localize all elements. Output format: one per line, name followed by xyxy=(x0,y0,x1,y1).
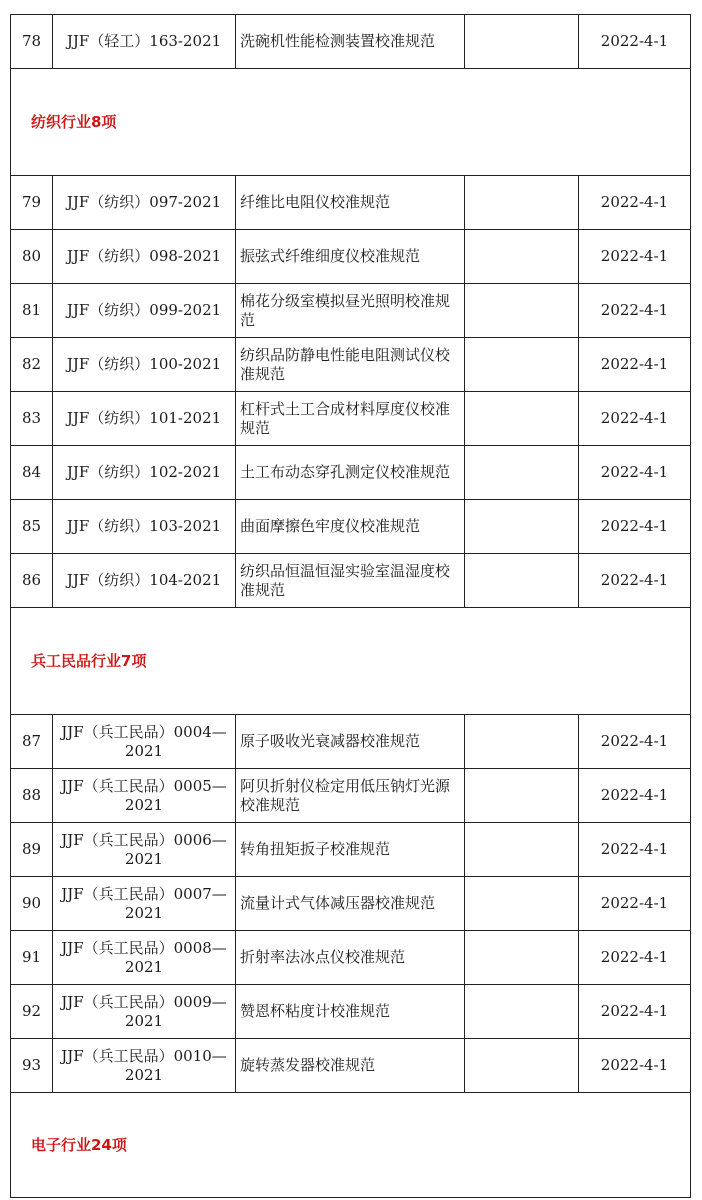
effective-date: 2022-4-1 xyxy=(579,392,691,446)
standard-name: 曲面摩擦色牢度仪校准规范 xyxy=(236,500,465,554)
table-row xyxy=(11,1039,691,1093)
standard-code xyxy=(53,284,236,338)
table-row xyxy=(11,931,691,985)
standard-code-line: JJF（兵工民品）0006— xyxy=(61,830,227,849)
standard-name: 振弦式纤维细度仪校准规范 xyxy=(236,230,465,284)
section-title: 兵工民品行业7项 xyxy=(11,608,691,715)
standard-code-line: JJF（纺织）098-2021 xyxy=(66,247,222,265)
standard-code xyxy=(53,176,236,230)
empty-cell xyxy=(465,230,579,284)
table-row xyxy=(11,554,691,608)
effective-date: 2022-4-1 xyxy=(579,176,691,230)
standard-code-line: 2021 xyxy=(124,849,164,868)
table-row xyxy=(11,823,691,877)
empty-cell xyxy=(465,338,579,392)
row-number: 83 xyxy=(11,392,53,446)
standard-code xyxy=(53,769,236,823)
standard-code-line: JJF（纺织）101-2021 xyxy=(66,409,222,427)
standard-code xyxy=(53,554,236,608)
empty-cell xyxy=(465,15,579,69)
standard-name: 赞恩杯粘度计校准规范 xyxy=(236,985,465,1039)
row-number: 78 xyxy=(11,15,53,69)
standard-code-line: JJF（纺织）099-2021 xyxy=(66,301,222,319)
standard-name: 原子吸收光衰减器校准规范 xyxy=(236,715,465,769)
row-number: 92 xyxy=(11,985,53,1039)
effective-date: 2022-4-1 xyxy=(579,338,691,392)
table-row xyxy=(11,15,691,69)
standard-code-line: 2021 xyxy=(124,903,164,922)
empty-cell xyxy=(465,1039,579,1093)
section-title: 电子行业24项 xyxy=(11,1093,691,1198)
empty-cell xyxy=(465,823,579,877)
standard-code xyxy=(53,392,236,446)
standard-name: 转角扭矩扳子校准规范 xyxy=(236,823,465,877)
standard-code-line: 2021 xyxy=(124,1011,164,1030)
empty-cell xyxy=(465,500,579,554)
table-row xyxy=(11,392,691,446)
standard-name: 折射率法冰点仪校准规范 xyxy=(236,931,465,985)
effective-date: 2022-4-1 xyxy=(579,15,691,69)
standard-code-line: JJF（轻工）163-2021 xyxy=(66,32,222,50)
row-number: 87 xyxy=(11,715,53,769)
standard-name: 纺织品防静电性能电阻测试仪校准规范 xyxy=(236,338,465,392)
table-row xyxy=(11,715,691,769)
standard-code xyxy=(53,1039,236,1093)
standard-name: 洗碗机性能检测装置校准规范 xyxy=(236,15,465,69)
standard-code-line: JJF（兵工民品）0008— xyxy=(61,938,227,957)
standard-code xyxy=(53,500,236,554)
standard-name: 纺织品恒温恒湿实验室温湿度校准规范 xyxy=(236,554,465,608)
table-row xyxy=(11,985,691,1039)
standard-code-line: JJF（纺织）097-2021 xyxy=(66,193,222,211)
table-row xyxy=(11,284,691,338)
standard-code-line: JJF（兵工民品）0007— xyxy=(61,884,227,903)
empty-cell xyxy=(465,392,579,446)
empty-cell xyxy=(465,554,579,608)
row-number: 79 xyxy=(11,176,53,230)
row-number: 89 xyxy=(11,823,53,877)
effective-date: 2022-4-1 xyxy=(579,446,691,500)
row-number: 81 xyxy=(11,284,53,338)
effective-date: 2022-4-1 xyxy=(579,284,691,338)
empty-cell xyxy=(465,985,579,1039)
section-header-row xyxy=(11,1093,691,1198)
standard-code-line: 2021 xyxy=(124,1065,164,1084)
row-number: 88 xyxy=(11,769,53,823)
standards-table xyxy=(10,14,691,1198)
standard-code-line: 2021 xyxy=(124,957,164,976)
effective-date: 2022-4-1 xyxy=(579,769,691,823)
section-title: 纺织行业8项 xyxy=(11,69,691,176)
standard-name: 阿贝折射仪检定用低压钠灯光源校准规范 xyxy=(236,769,465,823)
standard-code xyxy=(53,338,236,392)
standard-code xyxy=(53,931,236,985)
standard-name: 棉花分级室模拟昼光照明校准规范 xyxy=(236,284,465,338)
standard-name: 旋转蒸发器校准规范 xyxy=(236,1039,465,1093)
standard-name: 流量计式气体减压器校准规范 xyxy=(236,877,465,931)
row-number: 86 xyxy=(11,554,53,608)
empty-cell xyxy=(465,931,579,985)
table-row xyxy=(11,176,691,230)
standard-code-line: JJF（纺织）100-2021 xyxy=(66,355,222,373)
empty-cell xyxy=(465,446,579,500)
effective-date: 2022-4-1 xyxy=(579,230,691,284)
standard-code-line: JJF（纺织）102-2021 xyxy=(66,463,222,481)
standard-code-line: 2021 xyxy=(124,741,164,760)
standard-code-line: 2021 xyxy=(124,795,164,814)
empty-cell xyxy=(465,769,579,823)
standard-code-line: JJF（兵工民品）0009— xyxy=(61,992,227,1011)
standard-code-line: JJF（兵工民品）0005— xyxy=(61,776,227,795)
effective-date: 2022-4-1 xyxy=(579,500,691,554)
standard-code xyxy=(53,15,236,69)
standards-table-body xyxy=(11,15,691,1198)
empty-cell xyxy=(465,877,579,931)
empty-cell xyxy=(465,176,579,230)
empty-cell xyxy=(465,715,579,769)
table-row xyxy=(11,877,691,931)
standard-name: 土工布动态穿孔测定仪校准规范 xyxy=(236,446,465,500)
effective-date: 2022-4-1 xyxy=(579,877,691,931)
table-row xyxy=(11,500,691,554)
row-number: 91 xyxy=(11,931,53,985)
standard-code xyxy=(53,877,236,931)
standard-code-line: JJF（纺织）104-2021 xyxy=(66,571,222,589)
standard-name: 杠杆式土工合成材料厚度仪校准规范 xyxy=(236,392,465,446)
standard-code xyxy=(53,446,236,500)
section-header-row xyxy=(11,608,691,715)
row-number: 80 xyxy=(11,230,53,284)
standard-code xyxy=(53,715,236,769)
table-row xyxy=(11,769,691,823)
effective-date: 2022-4-1 xyxy=(579,715,691,769)
standard-code-line: JJF（兵工民品）0004— xyxy=(61,722,227,741)
effective-date: 2022-4-1 xyxy=(579,823,691,877)
table-row xyxy=(11,230,691,284)
row-number: 82 xyxy=(11,338,53,392)
standard-code-line: JJF（兵工民品）0010— xyxy=(61,1046,227,1065)
table-row xyxy=(11,446,691,500)
effective-date: 2022-4-1 xyxy=(579,554,691,608)
row-number: 93 xyxy=(11,1039,53,1093)
standard-code xyxy=(53,985,236,1039)
row-number: 85 xyxy=(11,500,53,554)
row-number: 90 xyxy=(11,877,53,931)
standard-name: 纤维比电阻仪校准规范 xyxy=(236,176,465,230)
standard-code xyxy=(53,230,236,284)
section-header-row xyxy=(11,69,691,176)
effective-date: 2022-4-1 xyxy=(579,985,691,1039)
standard-code xyxy=(53,823,236,877)
empty-cell xyxy=(465,284,579,338)
row-number: 84 xyxy=(11,446,53,500)
effective-date: 2022-4-1 xyxy=(579,931,691,985)
standard-code-line: JJF（纺织）103-2021 xyxy=(66,517,222,535)
table-row xyxy=(11,338,691,392)
effective-date: 2022-4-1 xyxy=(579,1039,691,1093)
